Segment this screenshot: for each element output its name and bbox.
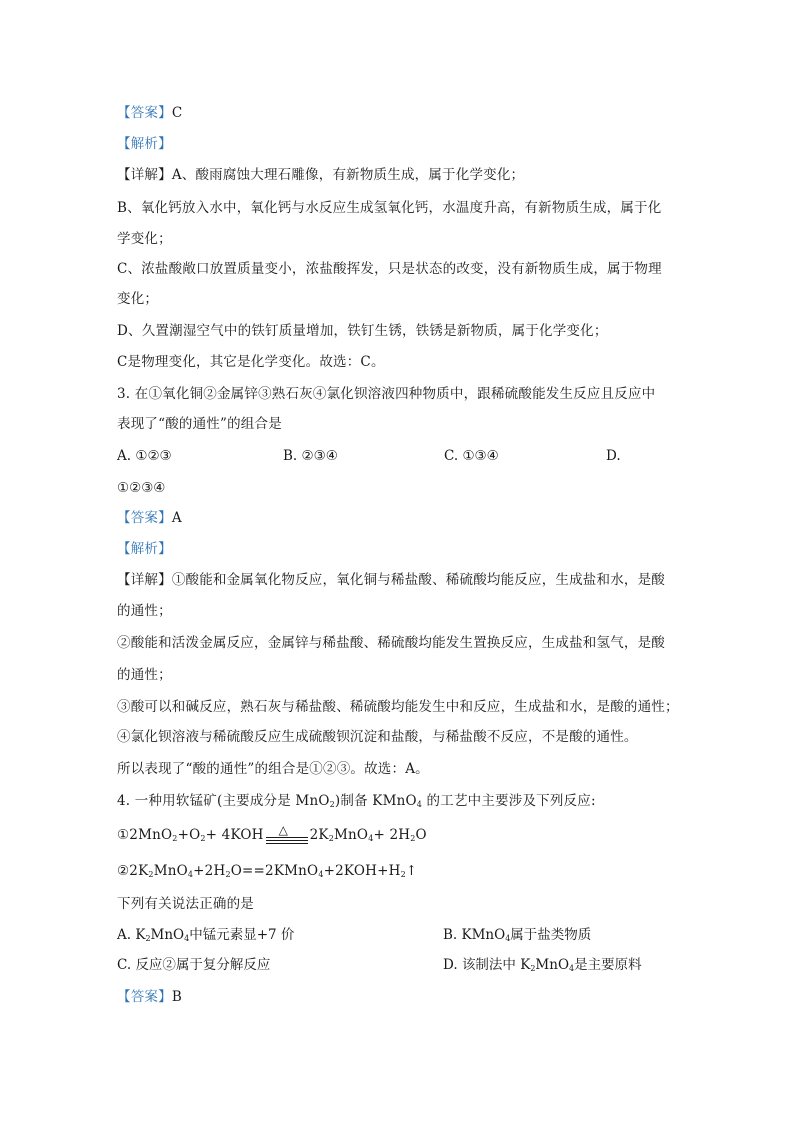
q2-analysis-label xyxy=(117,135,172,153)
detail-label: 【详解】 xyxy=(117,167,172,183)
gas-arrow-icon: ↑ xyxy=(405,863,418,879)
heat-condition-equals-sign xyxy=(264,823,310,844)
q3-stem: 表现了“酸的通性”的组合是 xyxy=(117,416,282,432)
q3-detail-line: 的通性； xyxy=(117,603,172,619)
q2-detail-line: 【详解】A、酸雨腐蚀大理石雕像，有新物质生成，属于化学变化； xyxy=(117,167,525,183)
q4-option-a: A. $K_2MnO_4$中锰元素显+7 价 xyxy=(117,927,295,943)
q4-option-b: B. KMnO$_4$属于盐类物质 xyxy=(443,927,592,943)
q2-answer xyxy=(117,104,182,122)
q2-detail-line: 学变化； xyxy=(117,231,172,247)
answer-value: A xyxy=(171,510,182,526)
q2-detail-line: D、久置潮湿空气中的铁钉质量增加，铁钉生锈，铁锈是新物质，属于化学变化； xyxy=(117,323,608,339)
answer-value: B xyxy=(171,989,182,1005)
q3-option-d-key: D. xyxy=(606,448,621,464)
q3-conclusion: 所以表现了“酸的通性”的组合是①②③。故选：A。 xyxy=(117,761,429,777)
answer-label: 【答案】 xyxy=(117,989,172,1005)
q3-option-d-text: ①②③④ xyxy=(117,480,166,496)
q4-question: 下列有关说法正确的是 xyxy=(117,896,254,912)
answer-label: 【答案】 xyxy=(117,105,172,121)
q2-detail-line: B、氧化钙放入水中，氧化钙与水反应生成氢氧化钙，水温度升高，有新物质生成，属于化 xyxy=(117,200,662,216)
analysis-label: 【解析】 xyxy=(117,136,172,152)
q4-reaction-1: $①2MnO_2+O_2+ 4KOH$ △ $2K_2MnO_4+ 2H_2O$ xyxy=(117,823,427,843)
q2-detail-line: C、浓盐酸敞口放置质量变小，浓盐酸挥发，只是状态的改变，没有新物质生成，属于物理 xyxy=(117,261,662,277)
q4-stem: 4. 一种用软锰矿(主要成分是 MnO$_2$)制备 KMnO$_4$ 的工艺中主要涉及下列反应: xyxy=(117,793,596,809)
heat-triangle-icon: △ xyxy=(278,823,289,837)
q4-option-d: D. 该制法中 $K_2MnO_4$是主要原料 xyxy=(443,957,642,973)
answer-value: C xyxy=(171,105,183,121)
q2-conclusion: C是物理变化，其它是化学变化。故选：C。 xyxy=(117,354,385,370)
answer-label: 【答案】 xyxy=(117,510,172,526)
q3-option-a: A. ①②③ xyxy=(117,448,172,464)
q3-answer xyxy=(117,509,182,527)
detail-label: 【详解】 xyxy=(117,572,172,588)
q4-answer xyxy=(117,988,182,1006)
q4-option-c: C. 反应②属于复分解反应 xyxy=(117,957,271,973)
q3-detail-line: ④氯化钡溶液与稀硫酸反应生成硫酸钡沉淀和盐酸，与稀盐酸不反应，不是酸的通性。 xyxy=(117,729,638,745)
q3-detail-line: ②酸能和活泼金属反应，金属锌与稀盐酸、稀硫酸均能发生置换反应，生成盐和氢气，是酸 xyxy=(117,635,665,651)
q3-analysis-label xyxy=(117,540,172,558)
analysis-label: 【解析】 xyxy=(117,541,172,557)
q3-stem: 3. 在①氧化铜②金属锌③熟石灰④氯化钡溶液四种物质中，跟稀硫酸能发生反应且反应中 xyxy=(117,386,656,402)
q3-detail-line: ③酸可以和碱反应，熟石灰与稀盐酸、稀硫酸均能发生中和反应，生成盐和水，是酸的通性； xyxy=(117,699,679,715)
q3-option-c: C. ①③④ xyxy=(444,448,499,464)
q2-detail-line: 变化； xyxy=(117,291,159,307)
q3-detail-line: 的通性； xyxy=(117,667,172,683)
q3-option-b: B. ②③④ xyxy=(283,448,338,464)
q3-detail-line: 【详解】①酸能和金属氧化物反应，氧化铜与稀盐酸、稀硫酸均能反应，生成盐和水，是酸 xyxy=(117,572,666,588)
q4-reaction-2: $②2K_2MnO_4+2H_2O==2KMnO_4+2KOH+H_2↑$ xyxy=(117,863,418,879)
